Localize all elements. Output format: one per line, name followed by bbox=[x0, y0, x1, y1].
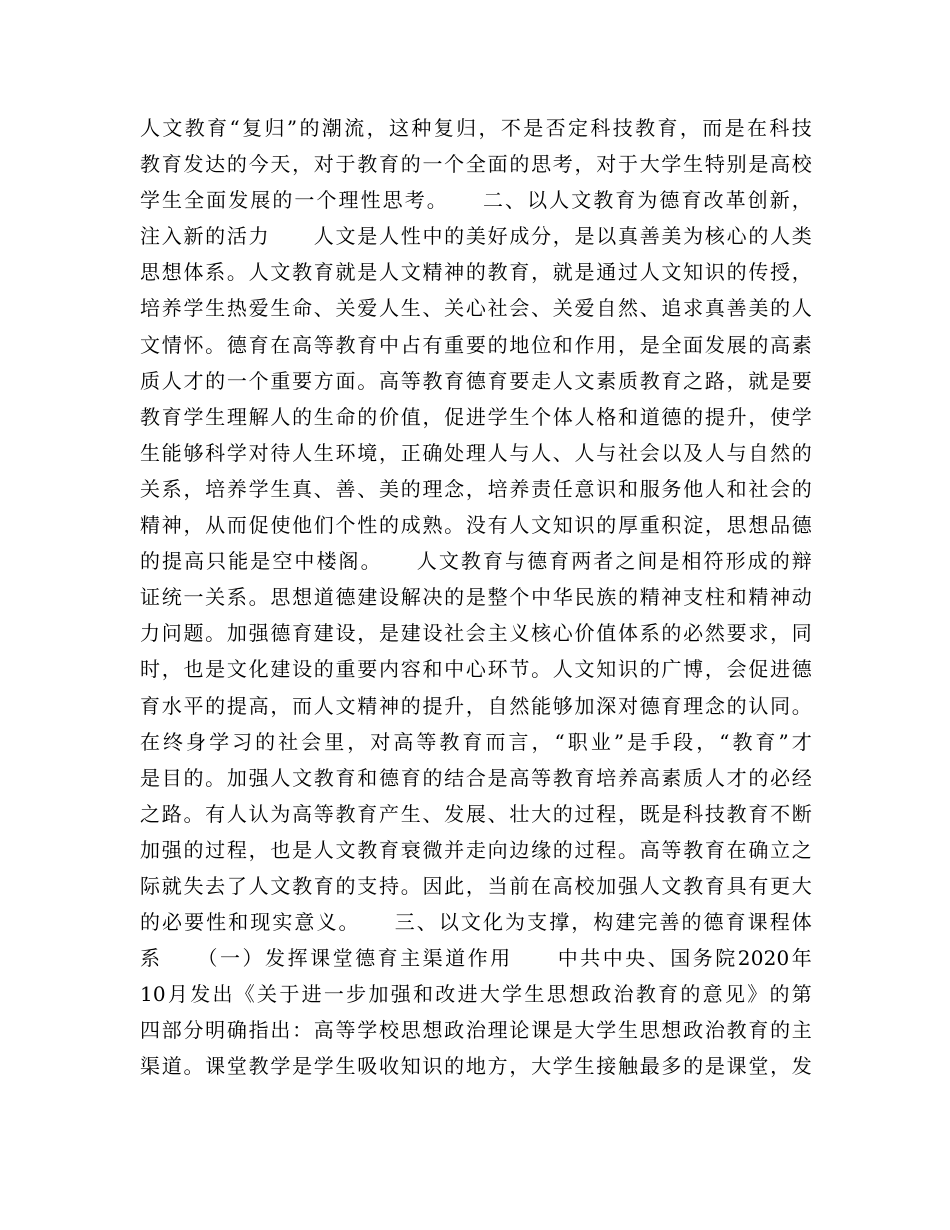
text-line: 生能够科学对待人生环境，正确处理人与人、人与社会以及人与自然的 bbox=[140, 440, 812, 465]
text-line: 时，也是文化建设的重要内容和中心环节。人文知识的广博，会促进德 bbox=[140, 657, 812, 682]
text-line: 关系，培养学生真、善、美的理念，培养责任意识和服务他人和社会的 bbox=[140, 476, 812, 501]
text-line: 四部分明确指出：高等学校思想政治理论课是大学生思想政治教育的主 bbox=[140, 1018, 812, 1043]
text-line: 教育发达的今天，对于教育的一个全面的思考，对于大学生特别是高校 bbox=[140, 152, 812, 177]
text-line: 证统一关系。思想道德建设解决的是整个中华民族的精神支柱和精神动 bbox=[140, 585, 812, 610]
text-line: 学生全面发展的一个理性思考。 二、以人文教育为德育改革创新， bbox=[140, 188, 812, 213]
text-line: 之路。有人认为高等教育产生、发展、壮大的过程，既是科技教育不断 bbox=[140, 801, 812, 826]
text-line: 人文教育“复归”的潮流，这种复归，不是否定科技教育，而是在科技 bbox=[140, 116, 812, 140]
text-line: 系 （一）发挥课堂德育主渠道作用 中共中央、国务院2020年 bbox=[140, 946, 812, 971]
text-line: 培养学生热爱生命、关爱人生、关心社会、关爱自然、追求真善美的人 bbox=[140, 296, 812, 321]
text-line: 加强的过程，也是人文教育衰微并走向边缘的过程。高等教育在确立之 bbox=[140, 837, 812, 862]
text-line: 注入新的活力 人文是人性中的美好成分，是以真善美为核心的人类 bbox=[140, 224, 812, 249]
text-line: 的提高只能是空中楼阁。 人文教育与德育两者之间是相符形成的辩 bbox=[140, 549, 812, 574]
text-line: 10月发出《关于进一步加强和改进大学生思想政治教育的意见》的第 bbox=[140, 982, 812, 1007]
text-line: 文情怀。德育在高等教育中占有重要的地位和作用，是全面发展的高素 bbox=[140, 332, 812, 357]
body-text bbox=[140, 110, 812, 1085]
text-line: 精神，从而促使他们个性的成熟。没有人文知识的厚重积淀，思想品德 bbox=[140, 513, 812, 538]
text-line: 的必要性和现实意义。 三、以文化为支撑，构建完善的德育课程体 bbox=[140, 910, 812, 935]
text-line: 际就失去了人文教育的支持。因此，当前在高校加强人文教育具有更大 bbox=[140, 873, 812, 898]
text-line: 思想体系。人文教育就是人文精神的教育，就是通过人文知识的传授， bbox=[140, 260, 812, 285]
text-line: 在终身学习的社会里，对高等教育而言，“职业”是手段，“教育”才 bbox=[140, 729, 812, 754]
text-line: 是目的。加强人文教育和德育的结合是高等教育培养高素质人才的必经 bbox=[140, 765, 812, 790]
text-line: 力问题。加强德育建设，是建设社会主义核心价值体系的必然要求，同 bbox=[140, 621, 812, 646]
text-line: 教育学生理解人的生命的价值，促进学生个体人格和道德的提升，使学 bbox=[140, 404, 812, 429]
text-line: 育水平的提高，而人文精神的提升，自然能够加深对德育理念的认同。 bbox=[140, 693, 812, 718]
text-line: 质人才的一个重要方面。高等教育德育要走人文素质教育之路，就是要 bbox=[140, 368, 812, 393]
text-line: 渠道。课堂教学是学生吸收知识的地方，大学生接触最多的是课堂，发 bbox=[140, 1054, 812, 1079]
